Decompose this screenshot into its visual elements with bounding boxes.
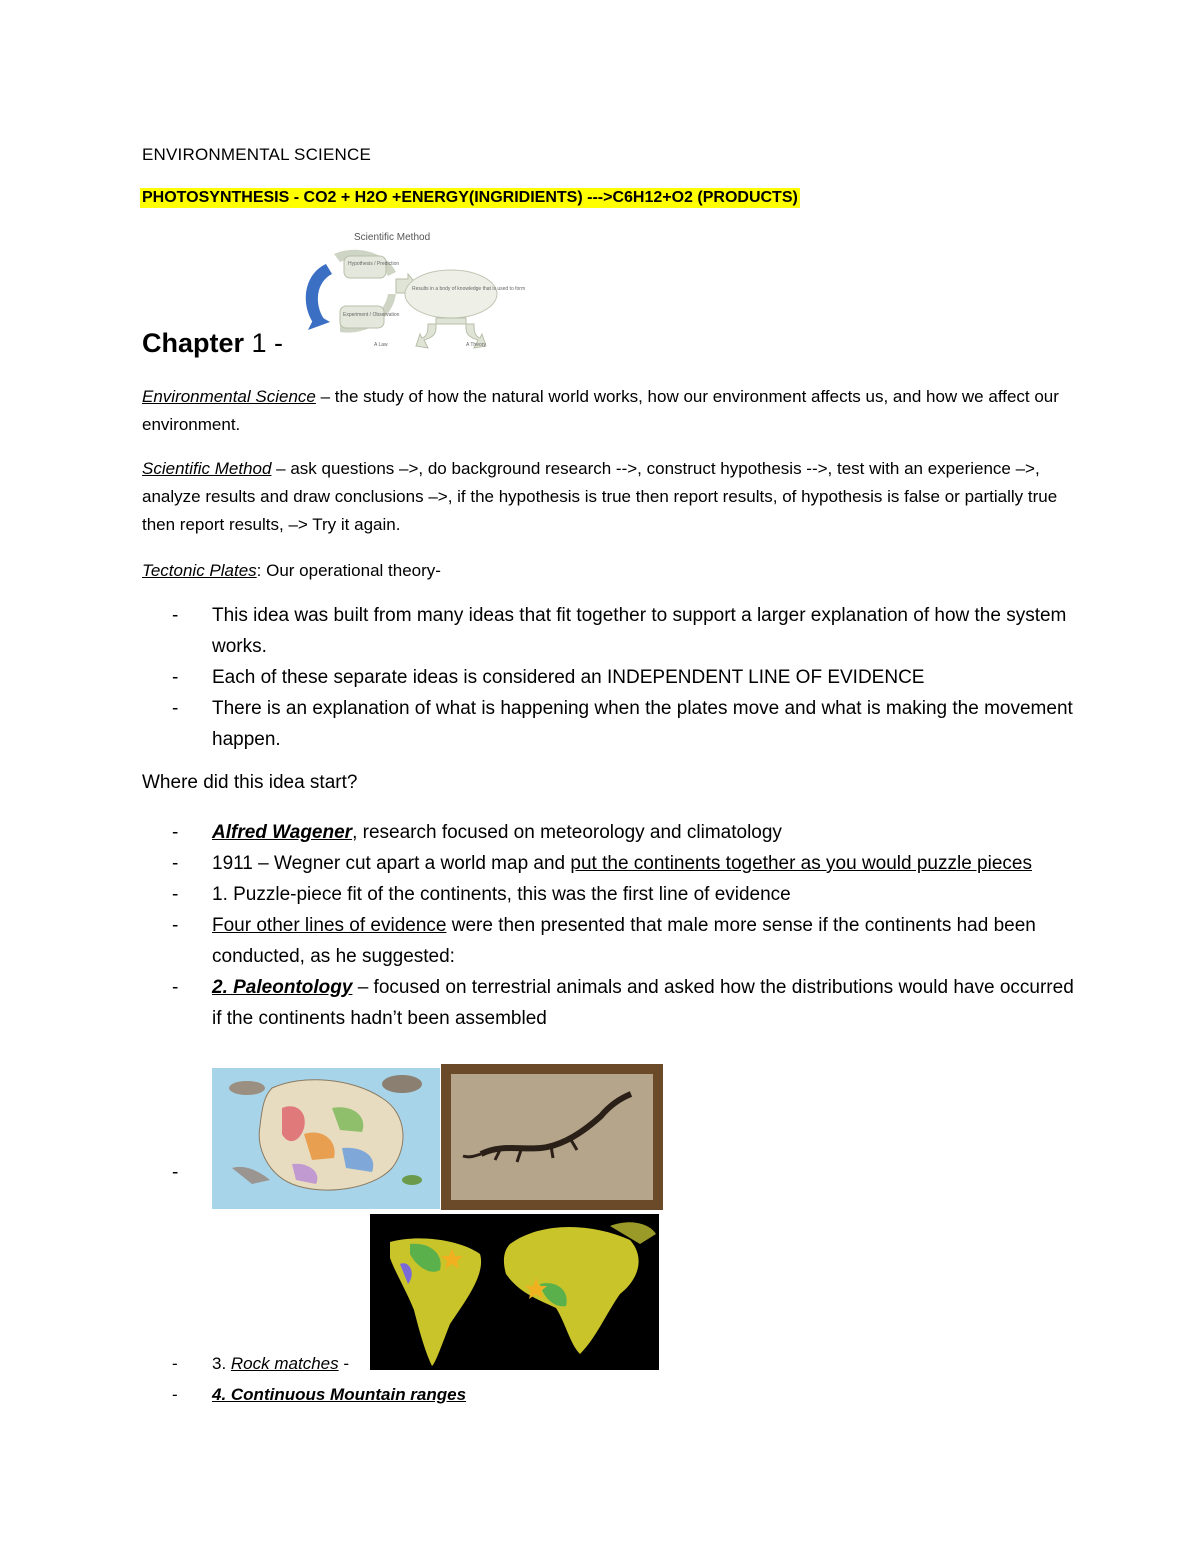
rock-matches-term: Rock matches: [230, 1354, 339, 1373]
scientific-method-term: Scientific Method: [142, 459, 272, 478]
label-law: A Law: [374, 342, 388, 348]
document-title: ENVIRONMENTAL SCIENCE: [142, 145, 372, 164]
label-results: Results in a body of knowledge that is used to form: [412, 286, 526, 292]
chapter-word: Chapter: [142, 328, 245, 358]
image-bullet-dash: -: [172, 1162, 179, 1183]
mountain-ranges-term: 4. Continuous Mountain ranges: [212, 1385, 467, 1404]
list-item: - Four other lines of evidence were then presented that male more sense if the continents had been conducted, as he suggested:: [172, 915, 1036, 967]
env-science-text: – the study of how the natural world works, how our environment affects us, and how we affect our environment.: [142, 387, 1059, 434]
label-theory: A Theory: [466, 342, 486, 348]
env-science-definition: [142, 383, 1072, 439]
list-item: - 1911 – Wegner cut apart a world map and put the continents together as you would puzzle pieces: [172, 853, 1032, 874]
tectonic-plates-term: Tectonic Plates: [142, 561, 257, 580]
mesosaurus-fossil-photo: [441, 1064, 663, 1210]
chapter-heading: [142, 328, 283, 359]
scientific-method-definition: [142, 455, 1072, 539]
fossil-map-svg: [212, 1068, 440, 1209]
list-item: - 1. Puzzle-piece fit of the continents, this was the first line of evidence: [172, 884, 791, 905]
tectonic-plates-definition: [142, 557, 1072, 585]
fossil-photo-svg: [441, 1064, 663, 1210]
tectonic-plates-text: : Our operational theory-: [256, 561, 441, 580]
list-item: - This idea was built from many ideas that fit together to support a larger explanation of how the system works.: [172, 605, 1067, 657]
scientific-method-svg: [296, 224, 526, 360]
label-observation: Experiment / Observation: [343, 312, 400, 318]
diagram-title: Scientific Method: [354, 232, 431, 243]
origin-bullet-list: [172, 817, 1082, 1034]
list-item: - Each of these separate ideas is considered an INDEPENDENT LINE OF EVIDENCE: [172, 667, 925, 688]
env-science-term: Environmental Science: [142, 387, 316, 406]
where-heading: Where did this idea start?: [142, 772, 358, 793]
rock-matches-map: [370, 1214, 659, 1370]
list-item: - 2. Paleontology – focused on terrestrial animals and asked how the distributions would have occurred if the continents hadn’t been assembled: [172, 977, 1074, 1029]
photosynthesis-equation: PHOTOSYNTHESIS - CO2 + H2O +ENERGY(INGRIDIENTS) --->C6H12+O2 (PRODUCTS): [142, 189, 798, 206]
chapter-number: 1 -: [251, 328, 284, 358]
tectonic-bullet-list: [172, 600, 1082, 755]
list-item: - There is an explanation of what is happening when the plates move and what is making the movement happen.: [172, 698, 1073, 750]
paleontology-term: 2. Paleontology: [212, 977, 353, 998]
list-item: - 3. Rock matches -: [172, 1354, 349, 1373]
evidence-bullet-list: [172, 1348, 1082, 1410]
scientific-method-text: – ask questions –>, do background research -->, construct hypothesis -->, test with an experience –>, analyze results and draw conclusions –>, if the hypothesis is true then report results, of hypothesis is false or partially true then report results, –> Try it again.: [142, 459, 1058, 534]
list-item: - Alfred Wagener, research focused on meteorology and climatology: [172, 822, 782, 843]
rock-map-svg: [370, 1214, 659, 1370]
scientific-method-diagram: [296, 224, 526, 360]
wagener-name: Alfred Wagener: [212, 822, 353, 843]
list-item: - 4. Continuous Mountain ranges: [172, 1385, 467, 1404]
fossil-distribution-map: [212, 1068, 440, 1209]
label-hypothesis: Hypothesis / Prediction: [348, 261, 400, 267]
